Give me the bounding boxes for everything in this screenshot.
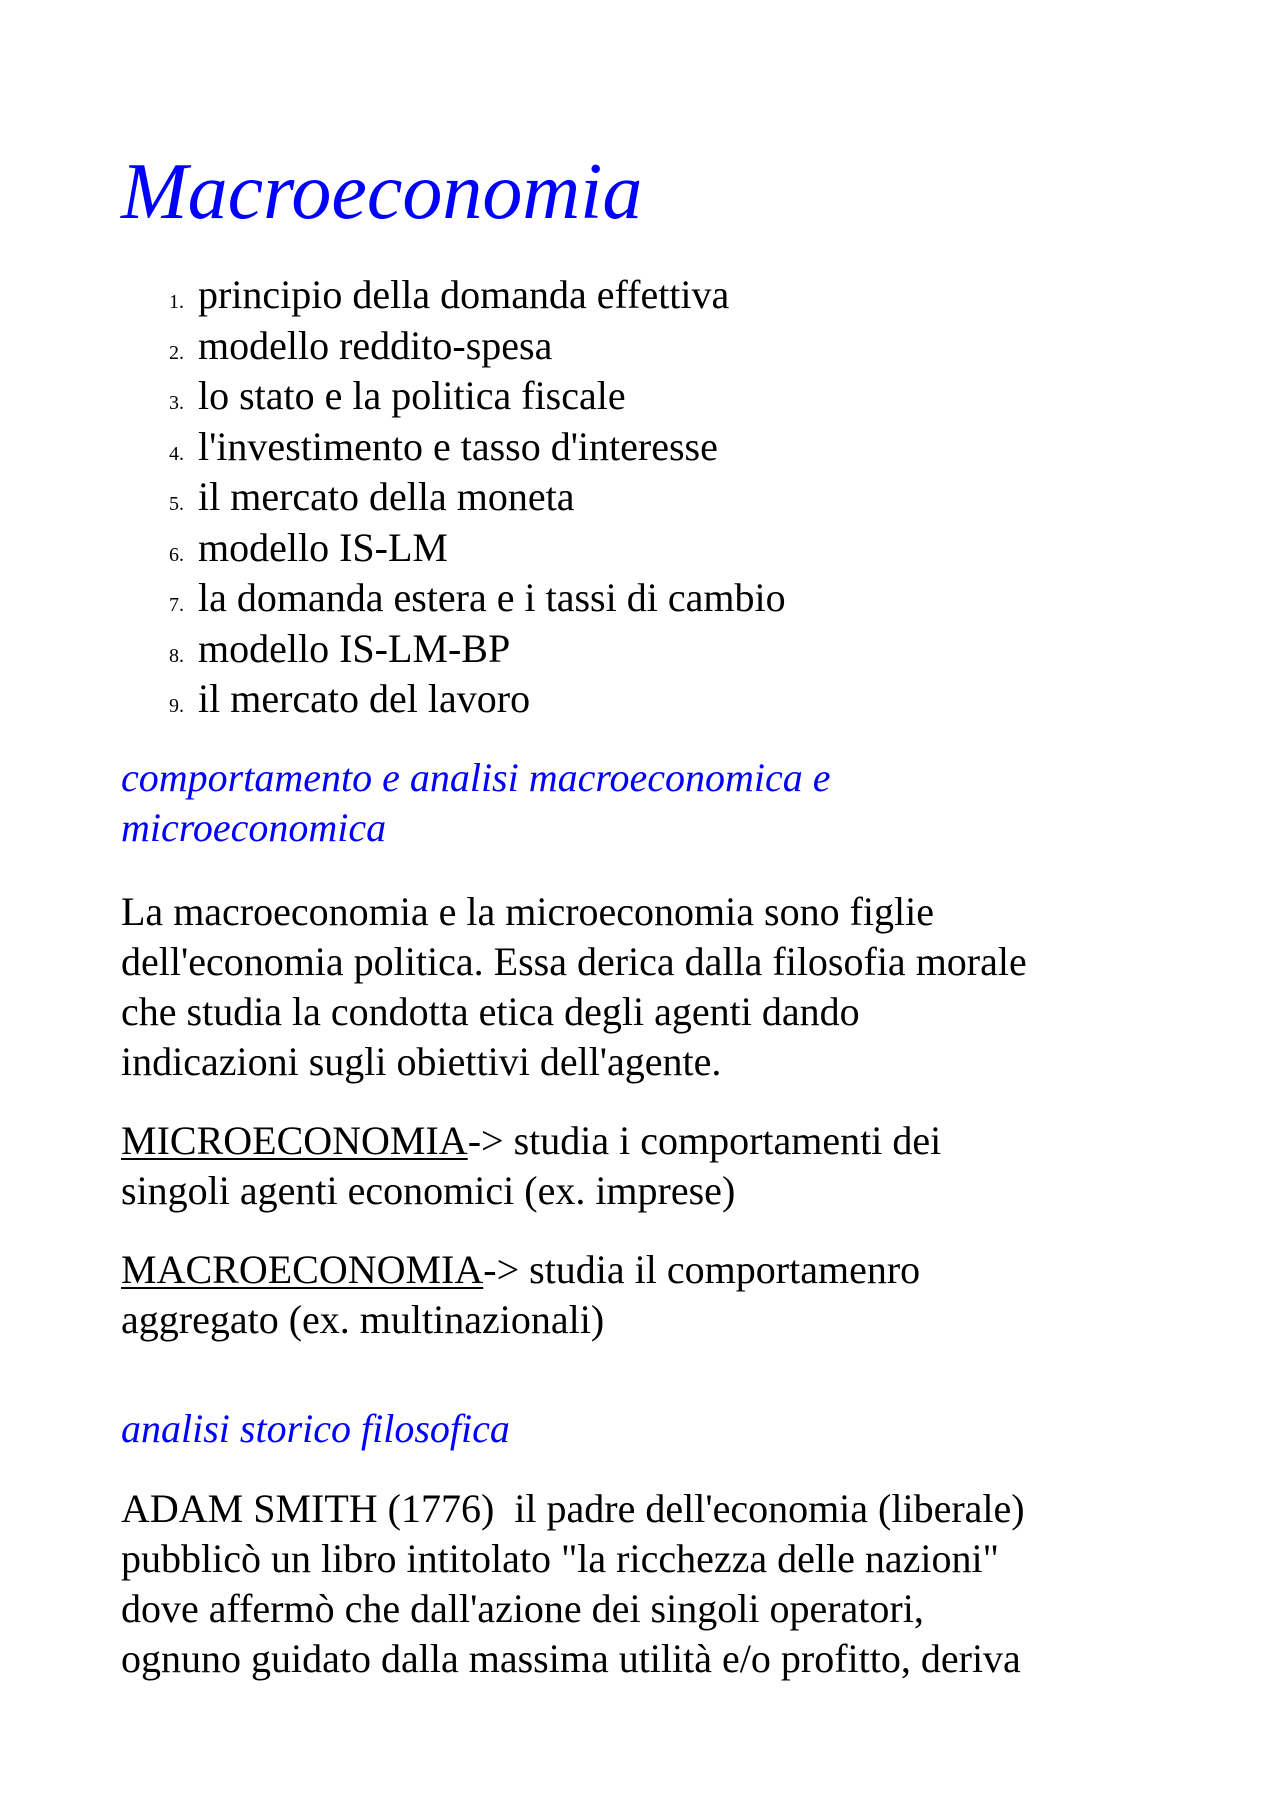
list-item [121, 573, 786, 624]
list-item [121, 624, 786, 675]
microeconomia-definition [121, 1116, 1181, 1216]
macroeconomia-term: MACROECONOMIA [121, 1247, 484, 1292]
adam-smith-paragraph [121, 1484, 1181, 1684]
text-line: singoli agenti economici (ex. imprese) [121, 1168, 736, 1213]
list-number: 4. [169, 442, 184, 465]
text-line: dell'economia politica. Essa derica dalla filosofia morale [121, 939, 1027, 984]
list-item [121, 523, 786, 574]
list-item-text: il mercato della moneta [198, 474, 575, 519]
list-item [121, 674, 786, 725]
list-item-text: la domanda estera e i tassi di cambio [198, 575, 786, 620]
text-line: che studia la condotta etica degli agenti dando [121, 989, 860, 1034]
heading-line: microeconomica [121, 805, 387, 850]
list-item [121, 371, 786, 422]
list-number: 2. [169, 341, 184, 364]
list-item-text: modello reddito-spesa [198, 322, 553, 368]
list-number: 3. [169, 392, 184, 414]
list-item-text: principio della domanda effettiva [198, 272, 730, 317]
text-line: La macroeconomia e la microeconomia sono figlie [121, 889, 935, 934]
list-number: 1. [169, 291, 184, 313]
text-line: -> studia i comportamenti dei [467, 1118, 942, 1163]
list-number: 9. [169, 695, 184, 717]
text-line: indicazioni sugli obiettivi dell'agente. [121, 1039, 722, 1084]
list-item [121, 472, 786, 523]
list-number: 8. [169, 644, 184, 667]
list-item-text: l'investimento e tasso d'interesse [198, 423, 718, 469]
intro-paragraph [121, 887, 1181, 1087]
heading-line: comportamento e analisi macroeconomica e [121, 755, 831, 800]
list-item-text: lo stato e la politica fiscale [198, 373, 626, 418]
text-line: aggregato (ex. multinazionali) [121, 1297, 605, 1342]
list-number: 6. [169, 543, 184, 566]
list-item-text: modello IS-LM [198, 524, 448, 570]
section-heading-analisi: analisi storico filosofica [121, 1406, 510, 1451]
topic-list [121, 270, 786, 725]
list-item [121, 321, 786, 372]
text-line: ADAM SMITH (1776) il padre dell'economia (liberale) [121, 1486, 1025, 1531]
list-number: 7. [169, 594, 184, 616]
microeconomia-term: MICROECONOMIA [121, 1118, 468, 1163]
list-item-text: modello IS-LM-BP [198, 625, 511, 671]
text-line: pubblicò un libro intitolato "la ricchezza delle nazioni" [121, 1536, 999, 1581]
section-heading-comportamento [121, 753, 830, 853]
text-line: -> studia il comportamenro [483, 1247, 921, 1292]
text-line: ognuno guidato dalla massima utilità e/o profitto, deriva [121, 1636, 1021, 1681]
page-title: Macroeconomia [121, 148, 643, 236]
list-item-text: il mercato del lavoro [198, 676, 531, 721]
macroeconomia-definition [121, 1245, 1181, 1345]
list-item [121, 422, 786, 473]
list-number: 5. [169, 493, 184, 515]
list-item [121, 270, 786, 321]
text-line: dove affermò che dall'azione dei singoli operatori, [121, 1586, 924, 1631]
